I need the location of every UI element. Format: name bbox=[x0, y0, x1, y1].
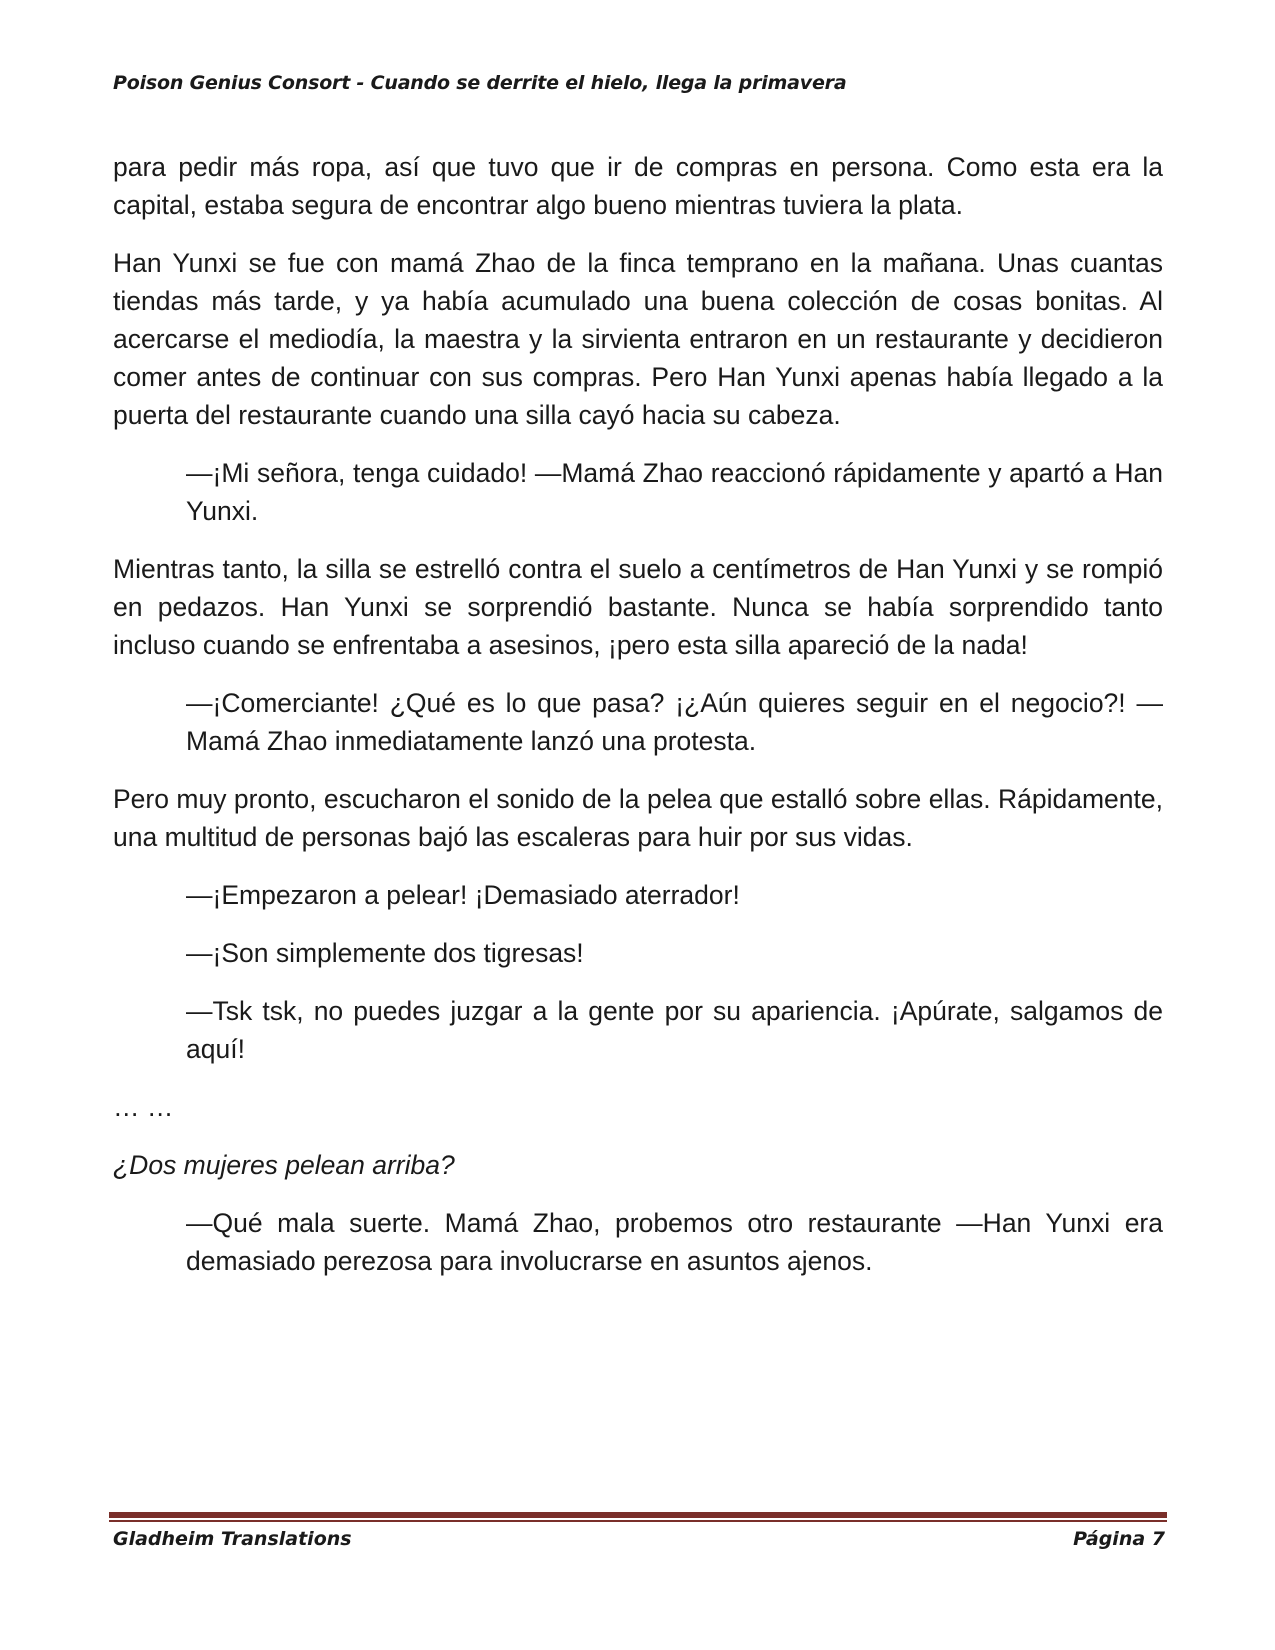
dialogue-paragraph: —¡Son simplemente dos tigresas! bbox=[186, 938, 584, 968]
dialogue-paragraph: —Tsk tsk, no puedes juzgar a la gente por su apariencia. ¡Apúrate, salgamos de aquí! bbox=[186, 996, 1163, 1064]
dialogue-paragraph: —Qué mala suerte. Mamá Zhao, probemos otro restaurante —Han Yunxi era demasiado perezosa para involucrarse en asuntos ajenos. bbox=[186, 1208, 1163, 1276]
footer-rule-thin bbox=[109, 1520, 1167, 1522]
footer-rule bbox=[109, 1512, 1167, 1518]
scene-break: … … bbox=[113, 1092, 174, 1122]
page-number: Página 7 bbox=[1073, 1528, 1165, 1550]
document-body bbox=[113, 148, 1163, 1300]
paragraph: para pedir más ropa, así que tuvo que ir de compras en persona. Como esta era la capital, estaba segura de encontrar algo bueno mientras tuviera la plata. bbox=[113, 152, 1163, 220]
dialogue-paragraph: —¡Comerciante! ¿Qué es lo que pasa? ¡¿Aún quieres seguir en el negocio?! —Mamá Zhao inmediatamente lanzó una protesta. bbox=[186, 688, 1163, 756]
thought-paragraph: ¿Dos mujeres pelean arriba? bbox=[113, 1150, 455, 1180]
paragraph: Han Yunxi se fue con mamá Zhao de la finca temprano en la mañana. Unas cuantas tiendas más tarde, y ya había acumulado una buena colección de cosas bonitas. Al acercarse el mediodía, la maestra y la sirvienta entraron en un restaurante y decidieron comer antes de continuar con sus compras. Pero Han Yunxi apenas había llegado a la puerta del restaurante cuando una silla cayó hacia su cabeza. bbox=[113, 248, 1163, 430]
page-header: Poison Genius Consort - Cuando se derrite el hielo, llega la primavera bbox=[113, 72, 847, 94]
footer-credit: Gladheim Translations bbox=[113, 1528, 352, 1550]
paragraph: Pero muy pronto, escucharon el sonido de la pelea que estalló sobre ellas. Rápidamente, una multitud de personas bajó las escaleras para huir por sus vidas. bbox=[113, 784, 1163, 852]
dialogue-paragraph: —¡Empezaron a pelear! ¡Demasiado aterrador! bbox=[186, 880, 740, 910]
paragraph: Mientras tanto, la silla se estrelló contra el suelo a centímetros de Han Yunxi y se rompió en pedazos. Han Yunxi se sorprendió bastante. Nunca se había sorprendido tanto incluso cuando se enfrentaba a asesinos, ¡pero esta silla apareció de la nada! bbox=[113, 554, 1163, 660]
dialogue-paragraph: —¡Mi señora, tenga cuidado! —Mamá Zhao reaccionó rápidamente y apartó a Han Yunxi. bbox=[186, 458, 1163, 526]
